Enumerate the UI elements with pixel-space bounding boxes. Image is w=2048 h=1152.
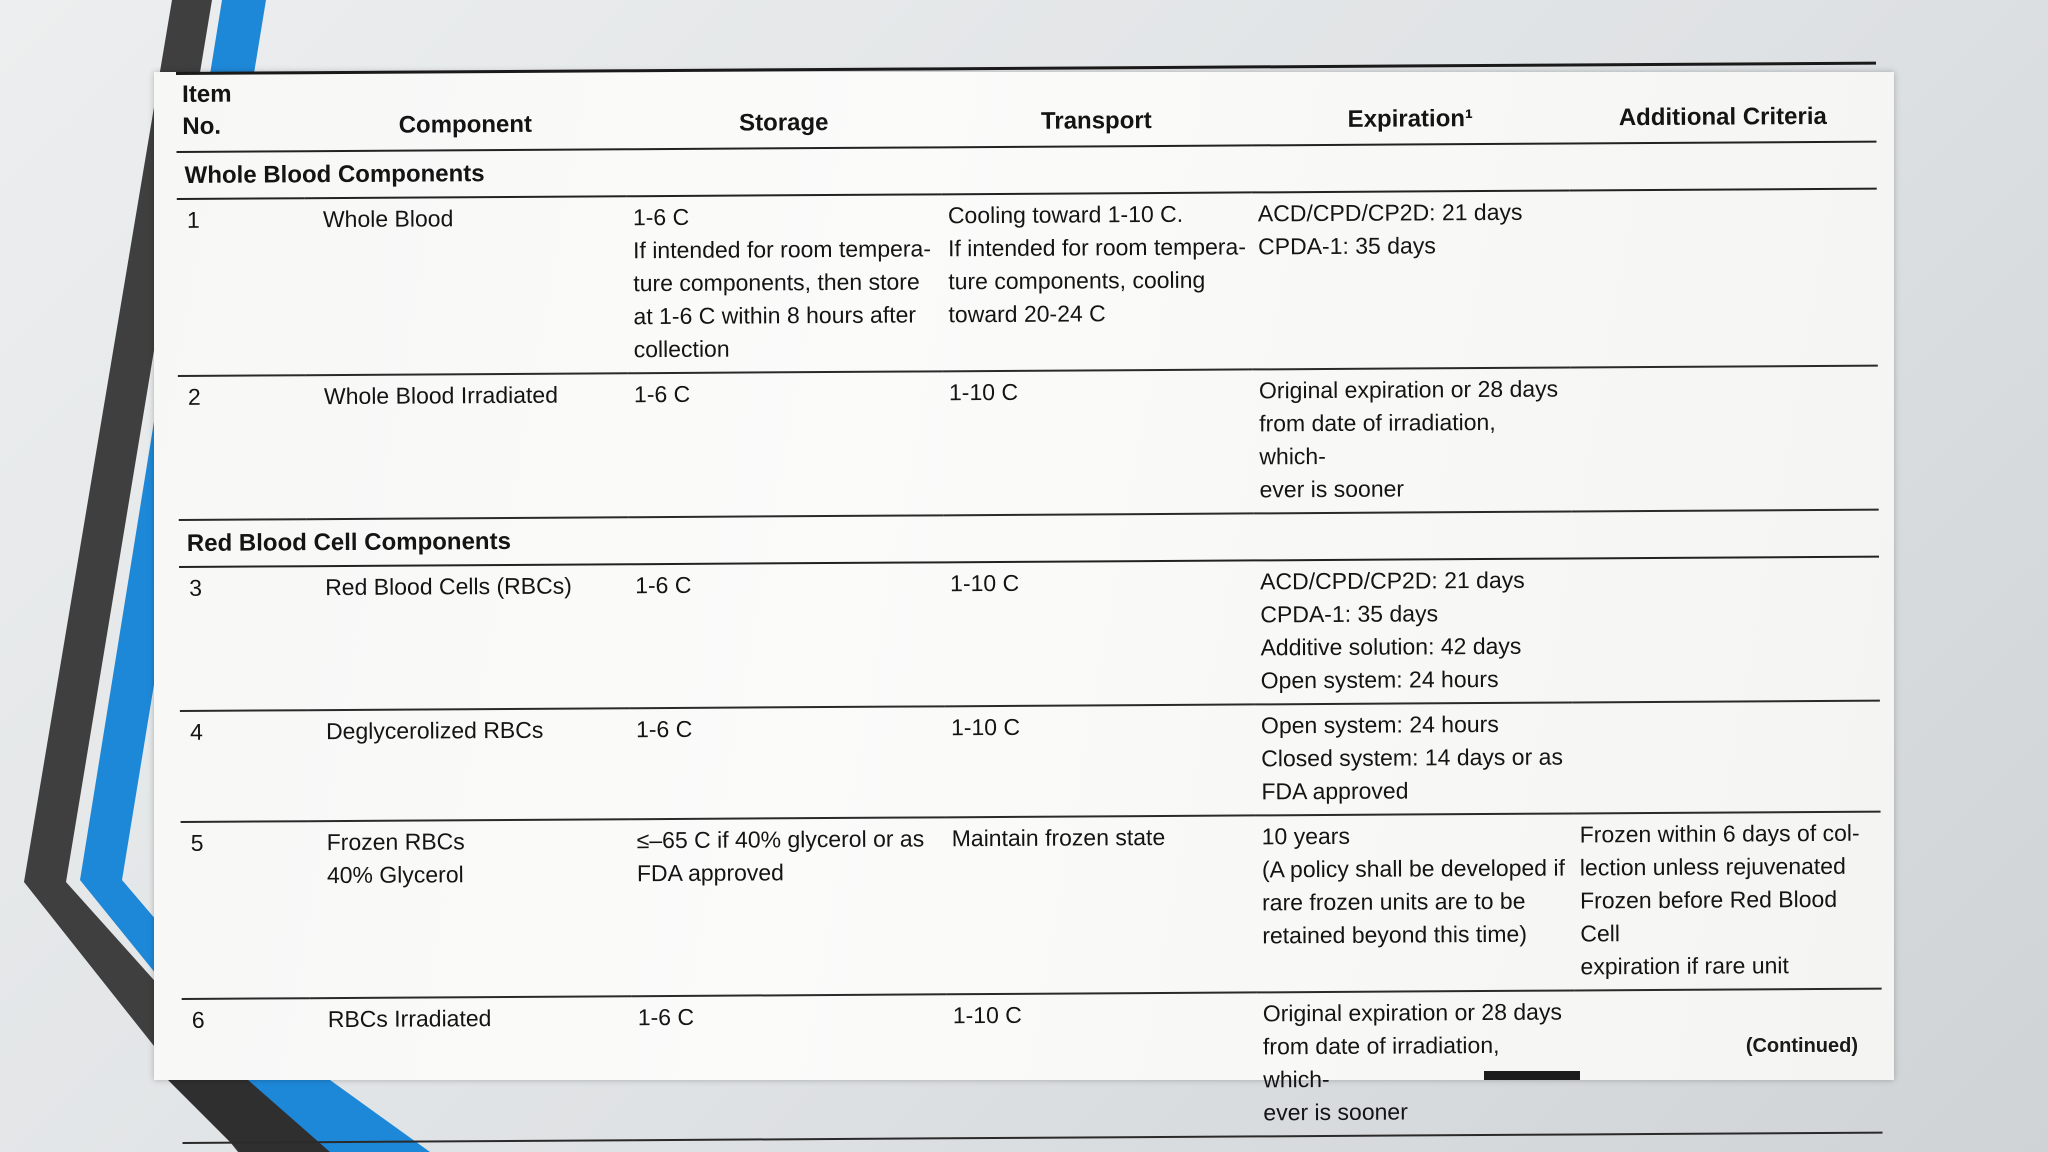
section-title: Red Blood Cell Components: [179, 510, 1879, 567]
header-component: Component: [304, 71, 626, 151]
continued-note: (Continued): [1745, 1035, 1858, 1057]
component-cell: RBCs Irradiated: [310, 996, 633, 1142]
item-number: 5: [181, 821, 310, 999]
table-row: [180, 701, 1881, 822]
table-row: [182, 989, 1883, 1143]
component-cell: Red Blood Cells (RBCs): [307, 564, 630, 710]
storage-cell: 1-6 C: [629, 562, 945, 708]
section-title: Whole Blood Components: [176, 142, 1876, 199]
expiration-cell: Open system: 24 hours Closed system: 14 days or as FDA approved: [1255, 702, 1574, 815]
item-number: 2: [178, 375, 307, 520]
additional-criteria-cell: [1570, 189, 1878, 368]
additional-criteria-cell: [1572, 557, 1880, 703]
additional-criteria-cell: [1573, 701, 1881, 814]
header-additional-criteria: Additional Criteria: [1569, 63, 1876, 143]
header-row: [176, 63, 1876, 152]
component-cell: Deglycerolized RBCs: [308, 708, 631, 821]
header-expiration: Expiration¹: [1251, 65, 1569, 145]
table-row: [179, 557, 1880, 711]
item-number: 3: [179, 566, 308, 711]
header-item-no: Item No.: [176, 73, 304, 152]
expiration-cell: ACD/CPD/CP2D: 21 days CPDA-1: 35 days: [1252, 190, 1571, 369]
transport-cell: 1-10 C: [945, 704, 1256, 817]
transport-cell: 1-10 C: [947, 992, 1258, 1138]
expiration-cell: Original expiration or 28 days from date of irradiation, which- ever is sooner: [1253, 367, 1572, 513]
additional-criteria-cell: [1575, 989, 1883, 1135]
storage-cell: 1-6 C: [630, 706, 946, 819]
item-number: 4: [180, 710, 309, 822]
storage-cell: 1-6 C: [632, 994, 948, 1140]
transport-cell: Maintain frozen state: [946, 815, 1257, 994]
item-number: 6: [182, 998, 311, 1143]
item-number: 1: [177, 198, 306, 376]
transport-cell: 1-10 C: [944, 560, 1255, 706]
storage-cell: 1-6 C: [628, 371, 944, 517]
transport-cell: Cooling toward 1-10 C. If intended for room tempera- ture components, cooling toward 20-24 C: [942, 192, 1253, 371]
component-cell: Frozen RBCs 40% Glycerol: [309, 819, 632, 998]
header-transport: Transport: [941, 67, 1251, 147]
table-row: [178, 366, 1879, 520]
expiration-cell: ACD/CPD/CP2D: 21 days CPDA-1: 35 days Additive solution: 42 days Open system: 24 hours: [1254, 558, 1573, 704]
blood-component-table: [176, 62, 1883, 1144]
expiration-cell: Original expiration or 28 days from date of irradiation, which- ever is sooner: [1257, 990, 1576, 1136]
transport-cell: 1-10 C: [943, 369, 1254, 515]
component-cell: Whole Blood Irradiated: [306, 373, 629, 519]
table-row: [177, 189, 1878, 376]
table-row: [181, 812, 1882, 999]
expiration-cell: 10 years (A policy shall be developed if rare frozen units are to be retained beyond this time): [1256, 813, 1575, 992]
additional-criteria-cell: Frozen within 6 days of col- lection unless rejuvenated Frozen before Red Blood Cell expiration if rare unit: [1574, 812, 1882, 991]
header-storage: Storage: [626, 69, 941, 149]
page-tab-mark: [1484, 1071, 1580, 1080]
storage-cell: 1-6 C If intended for room tempera- ture components, then store at 1-6 C within 8 hours after collection: [627, 194, 943, 373]
additional-criteria-cell: [1571, 366, 1879, 512]
scanned-table-page: [154, 72, 1894, 1126]
storage-cell: ≤–65 C if 40% glycerol or as FDA approved: [631, 817, 947, 996]
component-cell: Whole Blood: [305, 196, 628, 375]
